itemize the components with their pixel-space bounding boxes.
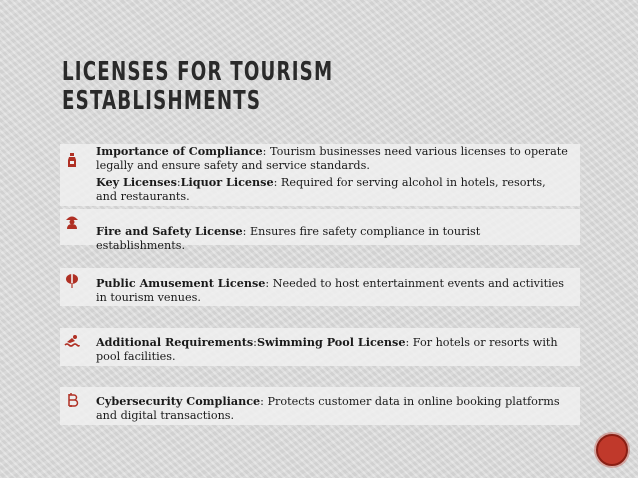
item-label: Cybersecurity Compliance — [96, 394, 261, 408]
item-desc: Ensures fire safety compliance in tourist establishments. — [96, 225, 481, 252]
item-label: Public Amusement License — [96, 276, 266, 290]
item-desc: Tourism businesses need various licenses to operate legally and ensure safety and service standards. — [96, 145, 568, 172]
item-desc: Required for serving alcohol in hotels, resorts, and restaurants. — [96, 176, 546, 203]
swimmer-icon — [64, 333, 80, 349]
item-line — [96, 224, 568, 253]
title-line-2: ESTABLISHMENTS — [62, 86, 262, 116]
item-sep: : — [253, 336, 257, 349]
item-line — [96, 335, 568, 364]
item-label: Fire and Safety License — [96, 224, 243, 238]
item-sep: : — [273, 176, 278, 189]
item-line — [96, 144, 568, 173]
item-fire-safety — [96, 224, 568, 253]
item-line — [96, 394, 568, 423]
item-importance — [96, 144, 568, 204]
item-label: Importance of Compliance — [96, 144, 263, 158]
item-desc: For hotels or resorts with pool facilities. — [96, 336, 558, 363]
item-sep: : — [262, 145, 267, 158]
item-label: Additional Requirements — [96, 335, 254, 349]
item-desc: Protects customer data in online booking platforms and digital transactions. — [96, 395, 560, 422]
slide-title — [62, 58, 390, 116]
item-label: Key Licenses — [96, 175, 177, 189]
item-cybersecurity — [96, 394, 568, 423]
bitcoin-icon — [64, 392, 80, 408]
item-sep: : — [242, 225, 247, 238]
item-sublabel: Liquor License — [180, 175, 274, 189]
page-number-badge — [596, 434, 628, 466]
item-sublabel: Swimming Pool License — [256, 335, 406, 349]
item-line — [96, 175, 568, 204]
item-sep: : — [176, 176, 181, 189]
item-desc: Needed to host entertainment events and activities in tourism venues. — [96, 277, 565, 304]
title-line-1: LICENSES FOR TOURISM — [62, 57, 334, 87]
item-additional — [96, 335, 568, 364]
item-public-amusement — [96, 276, 568, 305]
item-sep: : — [405, 336, 410, 349]
item-line — [96, 276, 568, 305]
firefighter-icon — [64, 213, 80, 229]
amusement-icon — [64, 272, 80, 288]
item-sep: : — [265, 277, 270, 290]
item-sep: : — [260, 395, 264, 408]
bottle-icon — [64, 152, 80, 168]
